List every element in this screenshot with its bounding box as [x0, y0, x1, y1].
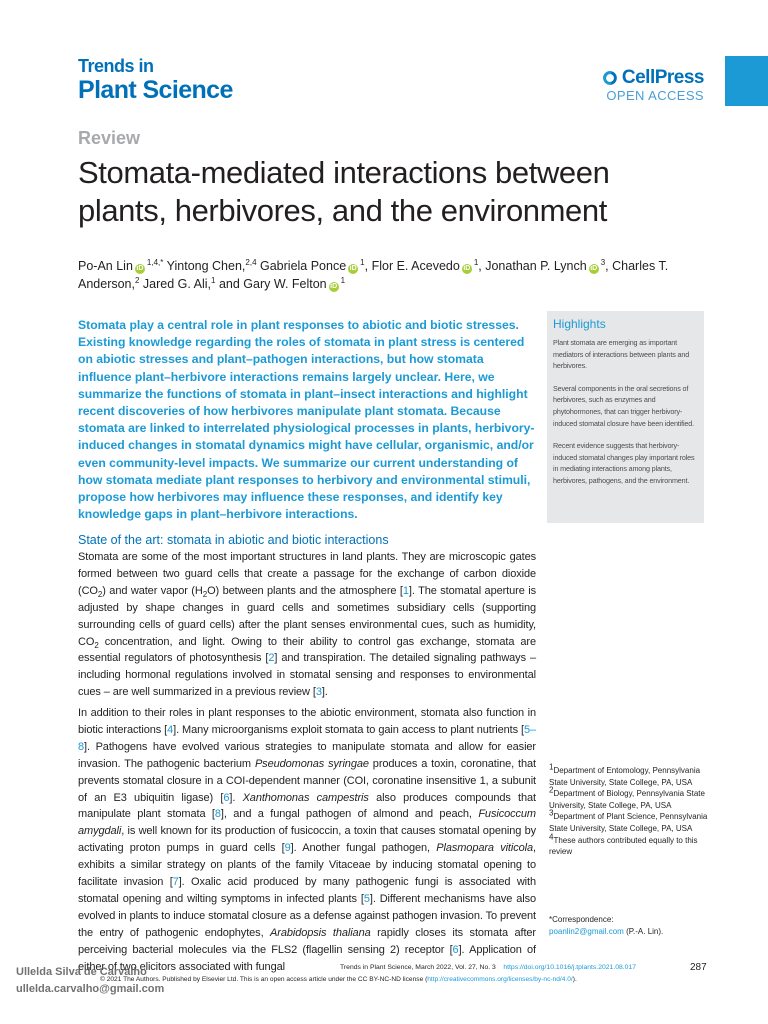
orcid-icon[interactable]: iD — [349, 265, 357, 272]
correspondence-label: *Correspondence: — [549, 915, 614, 924]
article-title: Stomata-mediated interactions between plants, herbivores, and the environment — [78, 155, 610, 228]
reference-link[interactable]: 5 — [363, 892, 370, 905]
reference-link[interactable]: 6 — [452, 943, 459, 956]
author-name: Gabriela Ponce — [260, 259, 347, 273]
citation-text: Trends in Plant Science, March 2022, Vol. 27, No. 3 — [340, 964, 496, 971]
highlight-item: Several components in the oral secretions of herbivores, such as enzymes and phytohormones, that can trigger herbivory-induced stomatal closure have been identified. — [553, 383, 694, 428]
author-name: Charles T. Anderson, — [78, 259, 669, 291]
publisher-name: CellPress — [621, 67, 704, 88]
article-type: Review — [78, 128, 141, 148]
author-affiliation-mark: 1 — [340, 275, 346, 285]
footer-citation — [340, 964, 680, 971]
orcid-icon[interactable]: iD — [136, 265, 144, 272]
journal-masthead — [78, 56, 233, 104]
author-affiliation-mark: 1,4,* — [146, 257, 164, 267]
body-paragraph-2: In addition to their roles in plant responses to the abiotic environment, stomata also function in biotic interactions [4]. Many microorganisms exploit stomata to gain access to plant nutrients [5–8]. Pathogens have evolved various strategies to manipulate stomata and allow for easier invasion. The pathogenic bacterium Pseudomonas syringae produces a toxin, coronatine, that prevents stomatal closure in a COI-dependent manner (COI, coronatine insensitive 1, a subunit of an E3 ubiquitin ligase) [6]. Xanthomonas campestris also produces compounds that manipulate plant stomata [8], and a fungal pathogen of almond and peach, Fusicoccum amygdali, is well known for its production of fusicoccin, a toxin that causes stomatal opening by activating proton pumps in guard cells [9]. Another fungal pathogen, Plasmopara viticola, exhibits a similar strategy on plants of the family Vitaceae by inducing stomatal opening to facilitate invasion [7]. Oxalic acid produced by many pathogenic fungi is associated with stomatal opening and wilting symptoms in infected plants [5]. Different mechanisms have also evolved in plants to induce stomatal closure as a defense against pathogen invasion. To prevent the entry of pathogenic endophytes, Arabidopsis thaliana rapidly closes its stomata after perceiving bacterial molecules via the FLS2 (flagellin sensing 2) receptor [6]. Application of either of two elicitors associated with fungal — [78, 707, 537, 973]
affiliation-item: $^1$Department of Entomology, Pennsylvania State University, State College, PA, USA — [549, 762, 701, 787]
reference-link[interactable]: 5–8 — [78, 723, 537, 753]
highlights-title: Highlights — [553, 317, 606, 331]
author-affiliation-mark: 2 — [134, 275, 140, 285]
page-number: 287 — [690, 962, 707, 973]
reference-link[interactable]: 6 — [223, 791, 230, 804]
reference-link[interactable]: 4 — [167, 723, 174, 736]
reference-link[interactable]: 1 — [402, 584, 409, 597]
cellpress-icon — [601, 69, 619, 87]
author-affiliation-mark: 1 — [473, 257, 479, 267]
correspondence-name: (P.-A. Lin). — [626, 926, 664, 936]
orcid-icon[interactable]: iD — [463, 265, 471, 272]
author-affiliation-mark: 1 — [211, 275, 216, 285]
corner-tab — [725, 56, 768, 106]
highlight-item: Recent evidence suggests that herbivory-induced stomatal changes play important roles in mediating interactions among plants, herbivores, pathogens, and the environment. — [553, 441, 695, 485]
affiliation-item: $^4$These authors contributed equally to this review — [549, 831, 698, 857]
highlight-item: Plant stomata are emerging as important mediators of interactions between plants and herbivores. — [553, 338, 690, 371]
affiliation-item: $^2$Department of Biology, Pennsylvania State University, State College, PA, USA — [549, 785, 705, 810]
publisher-logo — [601, 68, 704, 103]
doi-link[interactable]: https://doi.org/10.1016/j.tplants.2021.08.017 — [503, 964, 636, 971]
correspondence — [549, 914, 709, 937]
license-suffix: ). — [572, 976, 577, 983]
author-name: Jonathan P. Lynch — [485, 259, 587, 273]
affiliation-item: $^3$Department of Plant Science, Pennsylvania State University, State College, PA, USA — [549, 808, 708, 833]
journal-name-line1: Trends in — [78, 56, 154, 76]
affiliations — [549, 762, 709, 858]
author-name: Jared G. Ali, — [142, 277, 212, 291]
section-heading: State of the art: stomata in abiotic and biotic interactions — [78, 533, 389, 547]
author-name: Po-An Lin — [78, 259, 133, 273]
open-access-label: OPEN ACCESS — [606, 88, 704, 103]
author-name: Flor E. Acevedo — [371, 259, 460, 273]
body-paragraph-1: Stomata are some of the most important structures in land plants. They are microscopic gates formed between two guard cells that create a passage for the exchange of carbon dioxide $(CO_2)$ and water vapor $(H_2O)$ between plants and the atmosphere [1]. The stomatal aperture is adjusted by shape changes in guard cells and sometimes subsidiary cells (supporting surrounding cells of guard cells) after the plant senses environmental cues, such as humidity, $CO_2$ concentration, and light. Owing to their ability to control gas exchange, stomata are essential regulators of photosynthesis [2] and transpiration. The detailed signaling pathways – including hormonal regulations involved in stomatal sensing and responses to environmental cues – are well summarized in a previous review [3]. — [78, 551, 536, 699]
license-text: © 2021 The Authors. Published by Elsevier Ltd. This is an open access article under the CC BY-NC-ND license ( — [100, 976, 428, 983]
watermark-email: ullelda.carvalho@gmail.com — [16, 983, 165, 995]
orcid-icon[interactable]: iD — [590, 265, 598, 272]
author-affiliation-mark: 1 — [360, 257, 365, 267]
correspondence-email[interactable]: poanlin2@gmail.com — [549, 926, 624, 936]
license-link[interactable]: http://creativecommons.org/licenses/by-nc-nd/4.0/ — [427, 976, 573, 983]
abstract: Stomata play a central role in plant responses to abiotic and biotic stresses. Existing knowledge regarding the roles of stomata in plant stress is centered on abiotic stresses and plant–pathogen interactions, but how stomata influence plant–herbivore interactions remains largely unclear. Here, we summarize the functions of stomata in plant–insect interactions and highlight recent discoveries of how herbivores manipulate plant stomata. Because stomata are linked to interrelated physiological processes in plants, herbivory-induced changes in stomatal dynamics might have cellular, organismic, and/or even community-level impacts. We summarize our current understanding of how stomata mediate plant responses to herbivory and environmental stimuli, propose how herbivores may influence these responses, and identify key knowledge gaps in plant–herbivore interactions. — [78, 318, 535, 522]
author-list: Po-An Lin $iD^{1,4,*}$ Yintong Chen,$^{2,4}$ Gabriela Ponce $iD^1$, Flor E. Acevedo $iD^1$, Jonathan P. Lynch $iD^3$, Charles T. Anderson,$^2$ Jared G. Ali,$^1$ and Gary W. Felton $iD^1$ — [78, 257, 669, 291]
reference-link[interactable]: 2 — [268, 652, 275, 665]
reference-link[interactable]: 7 — [172, 876, 179, 889]
author-affiliation-mark: 2,4 — [245, 257, 257, 267]
highlights-box — [547, 311, 704, 523]
journal-name-line2: Plant Science — [78, 76, 233, 104]
author-name: Gary W. Felton — [243, 277, 327, 291]
footer-license — [100, 976, 700, 983]
orcid-icon[interactable]: iD — [330, 283, 338, 290]
author-name: Yintong Chen, — [166, 259, 246, 273]
author-affiliation-mark: 3 — [600, 257, 606, 267]
reference-link[interactable]: 8 — [214, 808, 221, 821]
reference-link[interactable]: 9 — [284, 842, 291, 855]
watermark-name: Ullelda Silva de Carvalho — [16, 966, 147, 978]
reference-link[interactable]: 3 — [315, 686, 322, 699]
